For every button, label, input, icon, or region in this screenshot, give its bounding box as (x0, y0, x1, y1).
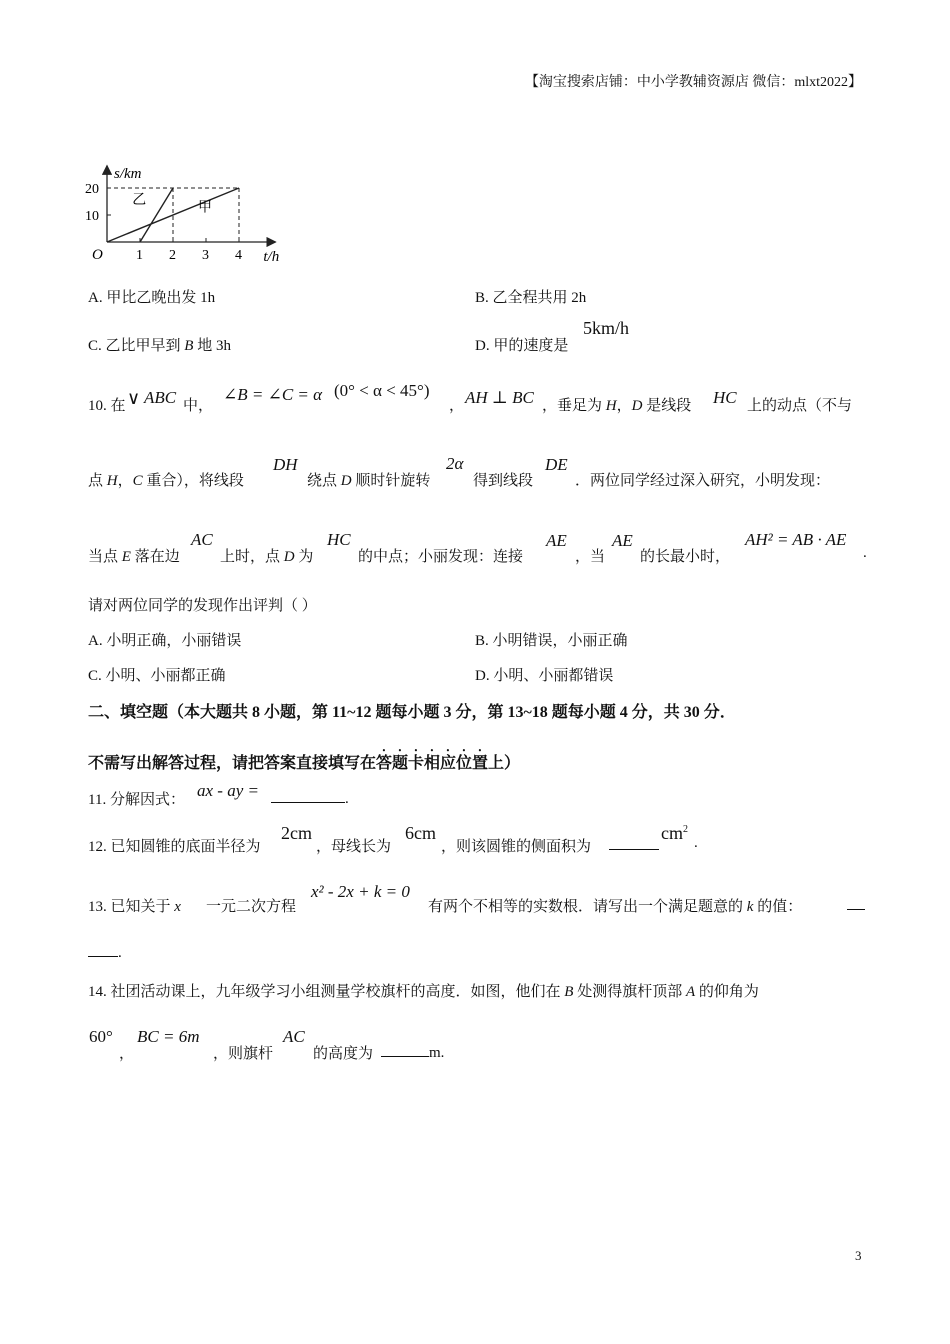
q13-text (428, 895, 802, 916)
q9-option-a: A. 甲比乙晚出发 1h (88, 290, 216, 306)
q11-text: 11. 分解因式： (88, 792, 185, 808)
q14 (88, 980, 759, 1001)
y-tick-label: 20 (85, 182, 99, 197)
q10-text: ， (117, 473, 133, 489)
q10-var: H (605, 398, 617, 414)
q10-var: C (132, 473, 143, 489)
watermark-header: 【淘宝搜索店铺：中小学教辅资源店 微信：mlxt2022】 (524, 75, 862, 90)
q10-text: 重合），将线段 (142, 473, 244, 489)
q9-option-d (475, 334, 568, 355)
distance-time-chart (80, 90, 300, 270)
q10-angle-eq: ∠B = ∠C = α (223, 385, 323, 404)
q10-option-a: A. 小明正确，小丽错误 (88, 633, 242, 649)
x-axis-label: t/h (263, 249, 280, 265)
q10-option-c: C. 小明、小丽都正确 (88, 668, 226, 684)
q10-text: 为 (294, 549, 314, 565)
q10-hc: HC (713, 388, 737, 407)
q10-text: 的长最小时， (640, 549, 731, 565)
q10-var: E (121, 549, 131, 565)
x-tick-label: 4 (235, 248, 242, 263)
q10-option-d: D. 小明、小丽都错误 (475, 668, 614, 684)
q10-ac: AC (191, 530, 213, 549)
q12: 12. 已知圆锥的底面半径为 (88, 839, 261, 855)
q14-angle: 60° (89, 1027, 113, 1046)
section2-heading-line2 (88, 746, 520, 773)
q10-text: 的中点；小丽发现：连接 (358, 549, 524, 565)
section2-heading-line1: 二、填空题（本大题共 8 小题，第 11~12 题每小题 3 分，第 13~18 题每小题 4 分，共 30 分． (88, 704, 736, 721)
section2-text: 不需写出解答过程，请把答案直接填写在 (88, 755, 377, 772)
q10-text: ，垂足为 (542, 398, 606, 414)
q10-var: D (283, 549, 295, 565)
q10-text: ， (449, 398, 465, 414)
q10-text: 中， (183, 398, 214, 414)
q11-expr: ax - ay = (197, 781, 259, 800)
q9-c-text: C. 乙比甲早到 (88, 338, 185, 354)
q10-triangle: ABC (144, 388, 177, 407)
q9-d-text: D. 甲的速度是 (475, 338, 569, 354)
x-tick-label: 1 (136, 248, 143, 263)
q13-answer-blank-cont[interactable] (88, 942, 122, 962)
q10-text: 上的动点（不与 (747, 398, 853, 414)
q14-answer-blank[interactable] (381, 1042, 444, 1062)
q13-equation: x² - 2x + k = 0 (311, 882, 410, 901)
q14-var: B (564, 984, 574, 1000)
q10-line1 (88, 394, 126, 415)
q10-text: ，当 (575, 549, 606, 565)
q14-text: ，则旗杆 (213, 1046, 274, 1062)
x-tick-label: 3 (202, 248, 209, 263)
q12-unit-sup: 2 (683, 824, 688, 835)
q10-ae: AE (546, 531, 567, 550)
q10-text: 落在边 (130, 549, 180, 565)
q13-var: k (746, 899, 754, 915)
q10-text: 当点 (88, 549, 122, 565)
q10-angle-range: (0° < α < 45°) (334, 381, 430, 400)
q13-text: 一元二次方程 (206, 899, 297, 915)
y-tick-label: 10 (85, 209, 99, 224)
q10-text: ．两位同学经过深入研究，小明发现： (575, 473, 831, 489)
q9-option-b: B. 乙全程共用 2h (475, 290, 587, 306)
q10-de: DE (545, 455, 568, 474)
q9-c-var: B (184, 338, 194, 354)
q10-2alpha: 2α (446, 454, 464, 473)
q10-text: 绕点 (307, 473, 341, 489)
q10-var: D (631, 398, 643, 414)
q14-text: 14. 社团活动课上，九年级学习小组测量学校旗杆的高度．如图，他们在 (88, 984, 565, 1000)
q10-var: H (106, 473, 118, 489)
q11-answer-blank[interactable] (271, 788, 349, 808)
q12-text: ，母线长为 (316, 839, 392, 855)
q10-hc2: HC (327, 530, 351, 549)
q14-var: A (685, 984, 696, 1000)
q14-text: 的仰角为 (695, 984, 759, 1000)
q10-text (220, 545, 313, 566)
q10-var: D (340, 473, 352, 489)
q14-text: 的高度为 (313, 1046, 374, 1062)
q12-answer-blank[interactable] (609, 835, 659, 855)
page-number: 3 (855, 1248, 862, 1263)
series-label-1: 甲 (198, 200, 212, 216)
q10-text: 上时，点 (220, 549, 284, 565)
q14-text: m. (429, 1045, 445, 1061)
q10-dh: DH (273, 455, 298, 474)
q12-radius: 2cm (281, 823, 312, 843)
q9-option-c (88, 334, 231, 355)
q10-text (542, 394, 691, 415)
q11-text: . (345, 791, 349, 807)
section2-text: 上） (488, 755, 521, 772)
q10-text: ， (616, 398, 632, 414)
q12-unit (661, 823, 688, 844)
y-axis-label: s/km (114, 165, 142, 182)
q10-text (307, 469, 430, 490)
q10-vee: ∨ (127, 388, 141, 408)
q13 (88, 895, 181, 916)
q12-text: . (694, 835, 698, 851)
series-label-2: 乙 (132, 193, 147, 209)
q13-text: 的值： (753, 899, 803, 915)
q9-d-expr: 5km/h (583, 318, 630, 338)
q14-text: 处测得旗杆顶部 (573, 984, 686, 1000)
q10-text: . (863, 545, 867, 561)
q10-relation: AH² = AB · AE (745, 530, 847, 549)
q14-ac: AC (283, 1027, 305, 1046)
q13-text: . (118, 945, 122, 961)
q10-prompt: 请对两位同学的发现作出评判（ ） (88, 598, 317, 614)
q13-answer-blank[interactable] (847, 895, 865, 915)
q10-line2 (88, 469, 244, 490)
q10-line3 (88, 545, 180, 566)
q10-ae2: AE (612, 531, 633, 550)
q14-text: ， (119, 1046, 135, 1062)
q10-perp: AH ⊥ BC (465, 388, 534, 407)
q12-text: ，则该圆锥的侧面积为 (441, 839, 592, 855)
q14-bc: BC = 6m (137, 1027, 200, 1046)
q12-slant: 6cm (405, 823, 436, 843)
q10-option-b: B. 小明错误，小丽正确 (475, 633, 628, 649)
q9-c-text2: 地 3h (193, 338, 231, 354)
q10-text: 得到线段 (473, 473, 534, 489)
q13-text: 有两个不相等的实数根．请写出一个满足题意的 (428, 899, 747, 915)
q13-var: x (174, 899, 181, 915)
q10-text: 顺时针旋转 (351, 473, 431, 489)
q10-text: 10. 在 (88, 398, 126, 414)
origin-label: O (92, 247, 103, 263)
section2-emphasis: 答题卡相应位置 (376, 755, 489, 772)
q11 (88, 788, 185, 809)
q10-text: 是线段 (642, 398, 692, 414)
x-tick-label: 2 (169, 248, 176, 263)
q13-text: 13. 已知关于 (88, 899, 175, 915)
q12-unit-text: cm (661, 823, 683, 843)
q10-text: 点 (88, 473, 107, 489)
